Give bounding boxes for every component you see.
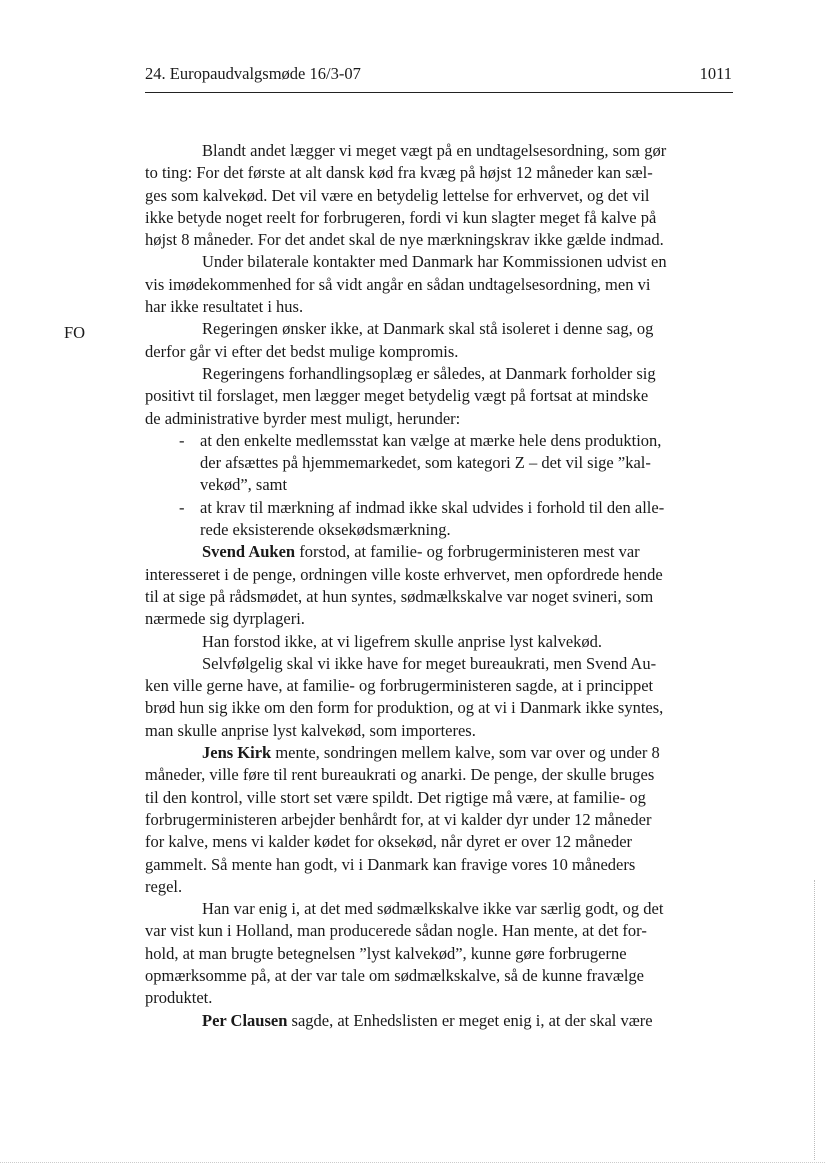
paragraph: Blandt andet lægger vi meget vægt på en undtagelsesordning, som gør to ting: For det første at alt dansk kød fra kvæg på højst 12 måneder kan sæl- ges som kalvekød. Det vil være en betydelig lettelse for erhvervet, og det vil ikke betyde noget reelt for forbrugeren, fordi vi kun slagter meget få kalve på højst 8 måneder. For det andet skal de nye mærkningskrav ikke gælde indmad. <box>145 141 667 250</box>
paragraph <box>145 541 735 630</box>
page-number: 1011 <box>699 64 732 83</box>
speaker-name: Jens Kirk <box>202 743 272 763</box>
paragraph: Regeringens forhandlingsoplæg er således, at Danmark forholder sig positivt til forslaget, men lægger meget betydelig vægt på fortsat at mindske de administrative byrder mest muligt, herunder: <box>145 363 656 428</box>
bullet-text: at den enkelte medlemsstat kan vælge at mærke hele dens produktion, der afsættes på hjemmemarkedet, som kategori Z – det vil sige ”kal- vekød”, samt <box>200 430 662 495</box>
speaker-name: Per Clausen <box>202 1010 288 1030</box>
paragraph: Regeringen ønsker ikke, at Danmark skal stå isoleret i denne sag, og derfor går vi efter det bedst mulige kompromis. <box>145 319 654 361</box>
paragraph: Han forstod ikke, at vi ligefrem skulle anprise lyst kalvekød. <box>202 631 603 651</box>
paragraph-text: mente, sondringen mellem kalve, som var over og under 8 måneder, ville føre til rent bureaukrati og anarki. De penge, der skulle bruges til den kontrol, ville stort set være spildt. Det rigtige må være, at familie- og forbrugerministeren arbejder benhårdt for, at vi kalder dyr under 12 måneder for kalve, mens vi kalder kødet for oksekød, når dyret er over 12 måneder gammelt. Så mente han godt, vi i Danmark kan fravige vores 10 måneders regel. <box>145 743 660 896</box>
bullet-text: at krav til mærkning af indmad ikke skal udvides i forhold til den alle- rede eksisterende oksekødsmærkning. <box>200 497 665 540</box>
header-title: 24. Europaudvalgsmøde 16/3-07 <box>145 64 361 83</box>
paragraph <box>145 742 735 898</box>
scan-bottom-line <box>0 1162 825 1163</box>
paragraph-text: forstod, at familie- og forbrugerministeren mest var interesseret i de penge, ordningen ville koste erhvervet, men opfordrede hende til at sige på rådsmødet, at hun syntes, sødmælkskalve var noget svineri, som nærmede sig dyrplageri. <box>145 542 663 629</box>
bullet-dash: - <box>179 430 185 450</box>
paragraph: Selvfølgelig skal vi ikke have for meget bureaukrati, men Svend Au- ken ville gerne have, at familie- og forbrugerministeren sagde, at i princippet brød hun sig ikke om den form for produktion, og at vi i Danmark ikke syntes, man skulle anprise lyst kalvekød, som importeres. <box>145 653 664 740</box>
header-rule <box>145 92 733 93</box>
paragraph-text: sagde, at Enhedslisten er meget enig i, at der skal være <box>287 1010 653 1030</box>
paragraph: Under bilaterale kontakter med Danmark har Kommissionen udvist en vis imødekommenhed for så vidt angår en sådan undtagelsesordning, men vi har ikke resultatet i hus. <box>145 252 667 317</box>
page-header <box>145 60 732 86</box>
speaker-name: Svend Auken <box>202 542 296 562</box>
bullet-dash: - <box>179 497 185 517</box>
bullet-item <box>145 430 735 497</box>
paragraph <box>145 1010 735 1032</box>
bullet-item <box>145 497 735 542</box>
body-text <box>145 140 735 1032</box>
margin-note: FO <box>64 323 86 342</box>
scan-edge-line <box>814 880 815 1160</box>
paragraph: Han var enig i, at det med sødmælkskalve ikke var særlig godt, og det var vist kun i Holland, man producerede sådan nogle. Han mente, at det for- hold, at man brugte betegnelsen ”lyst kalvekød”, kunne gøre forbrugerne opmærksomme på, at der var tale om sødmælkskalve, så de kunne fravælge produktet. <box>145 899 664 1008</box>
